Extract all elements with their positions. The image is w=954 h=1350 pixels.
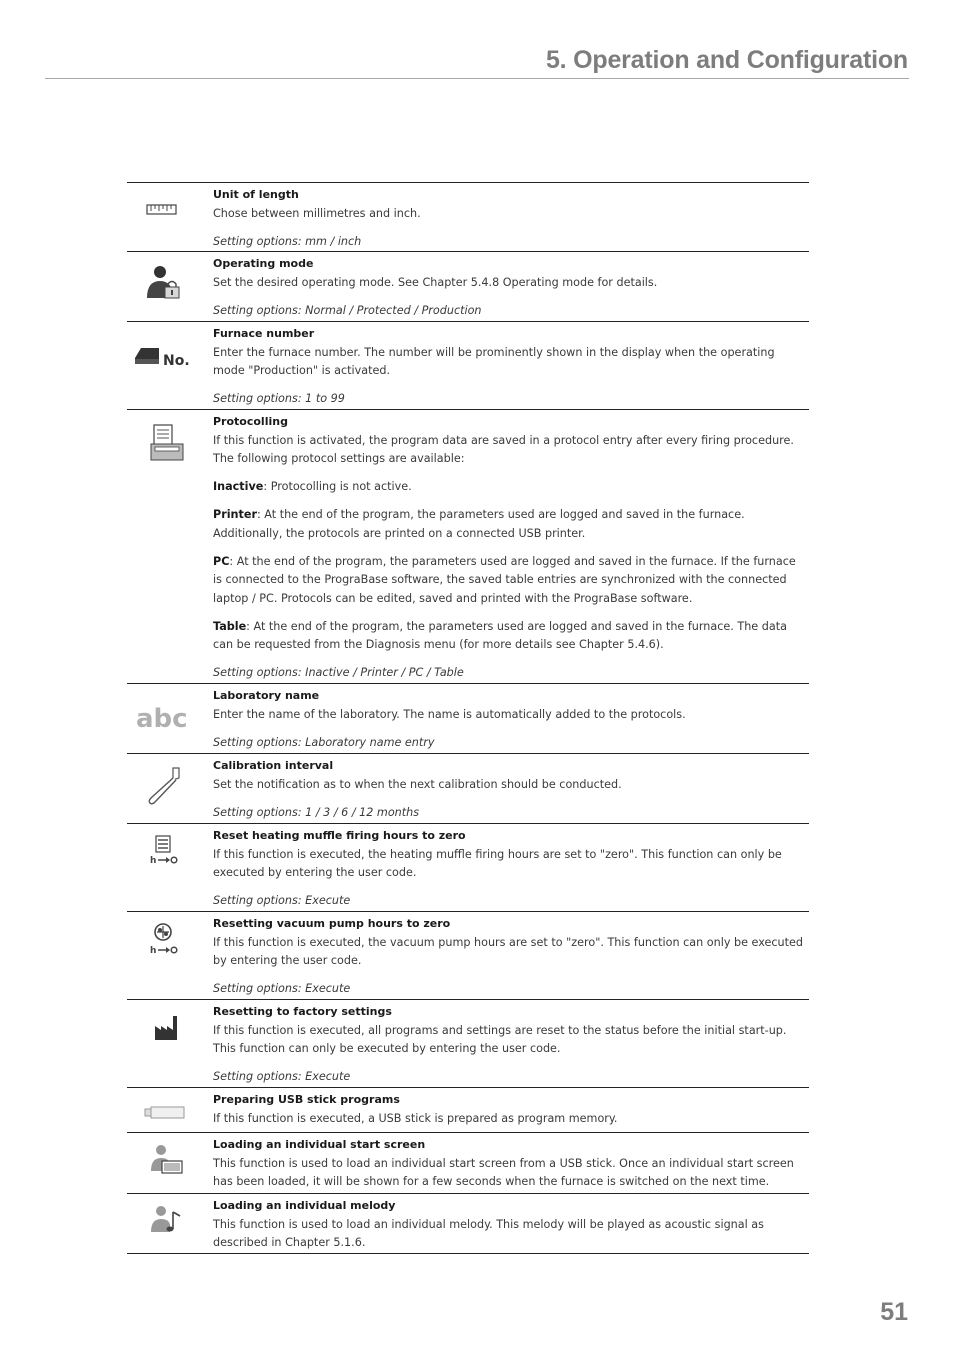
row-description: If this function is executed, the vacuum pump hours are set to "zero". This function can only be executed by entering the user code. xyxy=(213,935,804,967)
wrench-icon xyxy=(133,762,191,806)
settings-row-reset-pump-hours xyxy=(127,911,809,999)
row-setting-options: Setting options: mm / inch xyxy=(213,234,362,248)
row-title: Resetting to factory settings xyxy=(213,1005,392,1018)
user-melody-icon xyxy=(133,1202,191,1246)
protocol-option-pc: PC: At the end of the program, the parameters used are logged and saved in the furnace. If the furnace is connected to the PrograBase software, the saved table entries are synchronized with the connected laptop / PC. Protocols can be edited, saved and printed with the PrograBase software. xyxy=(213,554,796,605)
row-description: If this function is executed, the heating muffle firing hours are set to "zero". This function can only be executed by entering the user code. xyxy=(213,847,782,879)
svg-text:h: h xyxy=(150,856,157,866)
row-description: If this function is executed, all programs and settings are reset to the status before the initial start-up. This function can only be executed by entering the user code. xyxy=(213,1023,787,1055)
protocol-option-inactive: Inactive: Protocolling is not active. xyxy=(213,480,412,493)
settings-row-start-screen xyxy=(127,1132,809,1193)
settings-row-calibration-interval xyxy=(127,753,809,823)
row-description: If this function is executed, a USB stick is prepared as program memory. xyxy=(213,1111,618,1125)
row-title: Loading an individual start screen xyxy=(213,1138,426,1151)
settings-row-laboratory-name xyxy=(127,683,809,753)
chapter-title: 5. Operation and Configuration xyxy=(545,46,908,74)
row-title: Unit of length xyxy=(213,188,299,201)
settings-row-factory-reset xyxy=(127,999,809,1087)
row-setting-options: Setting options: Inactive / Printer / PC / Table xyxy=(213,666,464,679)
row-setting-options: Setting options: Execute xyxy=(213,894,351,907)
user-screen-icon xyxy=(133,1141,191,1185)
settings-row-unit-of-length xyxy=(127,182,809,251)
row-description: Enter the name of the laboratory. The name is automatically added to the protocols. xyxy=(213,707,686,721)
muffle-hours-reset-icon xyxy=(133,832,191,876)
svg-text:h: h xyxy=(150,946,157,956)
settings-row-operating-mode xyxy=(127,251,809,321)
settings-row-reset-muffle-hours xyxy=(127,823,809,911)
factory-icon xyxy=(133,1008,191,1052)
row-setting-options: Setting options: Execute xyxy=(213,982,351,995)
row-title: Loading an individual melody xyxy=(213,1199,396,1212)
protocol-option-printer: Printer: At the end of the program, the parameters used are logged and saved in the furnace. Additionally, the protocols are printed on a connected USB printer. xyxy=(213,508,745,540)
row-description: Enter the furnace number. The number will be prominently shown in the display when the operating mode "Production" is activated. xyxy=(213,345,775,377)
row-description: Chose between millimetres and inch. xyxy=(213,206,421,220)
svg-text:No.: No. xyxy=(163,353,190,369)
row-description: This function is used to load an individual melody. This melody will be played as acoustic signal as described in Chapter 5.1.6. xyxy=(213,1217,764,1249)
row-title: Protocolling xyxy=(213,415,288,428)
row-description: If this function is activated, the program data are saved in a protocol entry after every firing procedure. The following protocol settings are available: xyxy=(213,433,794,465)
settings-row-usb-stick xyxy=(127,1087,809,1132)
row-title: Calibration interval xyxy=(213,759,334,772)
row-setting-options: Setting options: Normal / Protected / Production xyxy=(213,303,482,317)
settings-row-protocolling xyxy=(127,409,809,683)
usb-stick-icon xyxy=(133,1096,191,1126)
settings-row-melody xyxy=(127,1193,809,1254)
row-title: Preparing USB stick programs xyxy=(213,1093,400,1106)
page-number: 51 xyxy=(880,1298,908,1326)
row-setting-options: Setting options: Laboratory name entry xyxy=(213,735,435,749)
printer-document-icon xyxy=(133,418,191,462)
row-title: Furnace number xyxy=(213,327,315,340)
abc-text-icon xyxy=(133,692,191,736)
row-setting-options: Setting options: 1 to 99 xyxy=(213,392,345,405)
settings-row-furnace-number xyxy=(127,321,809,409)
row-title: Reset heating muffle firing hours to zero xyxy=(213,829,466,842)
row-title: Laboratory name xyxy=(213,689,320,702)
svg-text:abc: abc xyxy=(136,704,188,734)
ruler-icon xyxy=(133,191,191,235)
furnace-number-icon xyxy=(133,330,191,374)
row-setting-options: Setting options: 1 / 3 / 6 / 12 months xyxy=(213,805,420,819)
user-lock-icon xyxy=(133,260,191,304)
header-rule xyxy=(45,78,909,79)
row-setting-options: Setting options: Execute xyxy=(213,1070,351,1083)
row-description: This function is used to load an individual start screen from a USB stick. Once an individual start screen has been loaded, it will be shown for a few seconds when the furnace is switched on the next time. xyxy=(213,1156,794,1188)
protocol-option-table: Table: At the end of the program, the parameters used are logged and saved in the furnace. The data can be requested from the Diagnosis menu (for more details see Chapter 5.4.6). xyxy=(213,619,787,651)
row-title: Resetting vacuum pump hours to zero xyxy=(213,917,451,930)
row-description: Set the desired operating mode. See Chapter 5.4.8 Operating mode for details. xyxy=(213,275,658,289)
row-description: Set the notification as to when the next calibration should be conducted. xyxy=(213,777,622,791)
row-title: Operating mode xyxy=(213,257,314,270)
pump-hours-reset-icon xyxy=(133,920,191,964)
